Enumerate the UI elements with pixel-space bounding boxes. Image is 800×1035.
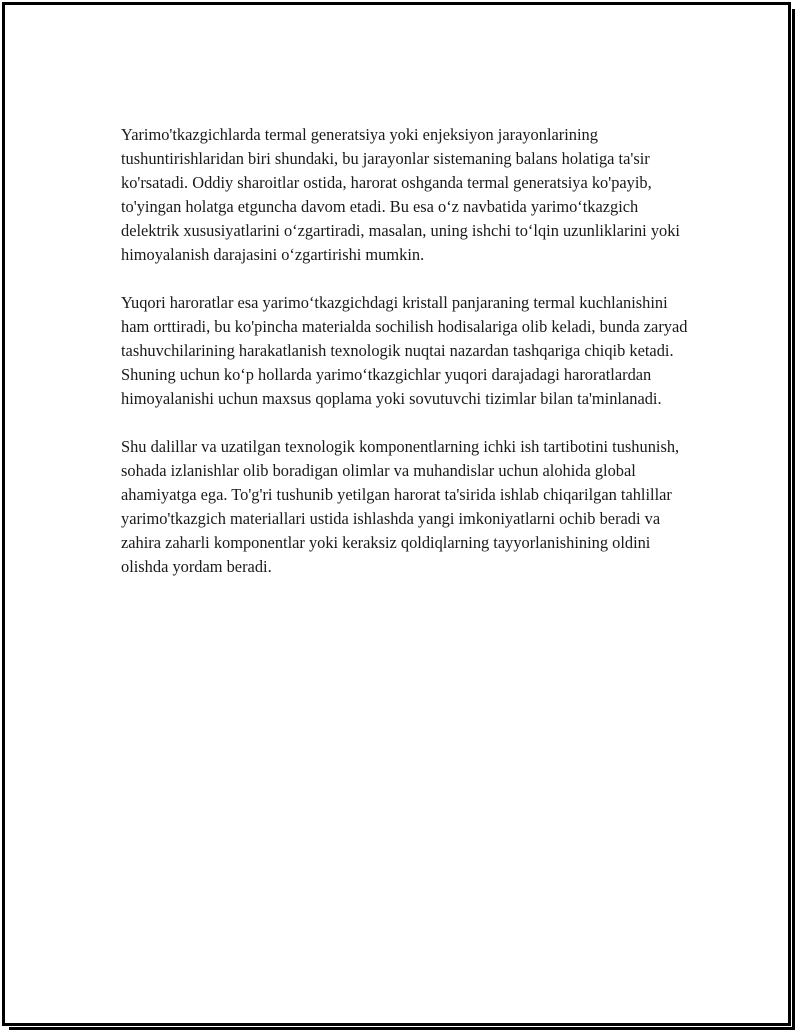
paragraph-3: Shu dalillar va uzatilgan texnologik komponentlarning ichki ish tartibotini tushunish, sohada izlanishlar olib boradigan olimlar va muhandislar uchun alohida global ahamiyatga ega. To'g'ri tushunib yetilgan harorat ta'sirida ishlab chiqarilgan tahlillar yarimo'tkazgich materiallari ustida ishlashda yangi imkoniyatlarni ochib beradi va zahira zaharli komponentlar yoki keraksiz qoldiqlarning tayyorlanishining oldini olishda yordam beradi. xyxy=(121,437,680,576)
paragraph-1: Yarimo'tkazgichlarda termal generatsiya yoki enjeksiyon jarayonlarining tushuntirishlaridan biri shundaki, bu jarayonlar sistemaning balans holatiga ta'sir ko'rsatadi. Oddiy sharoitlar ostida, harorat oshganda termal generatsiya ko'payib, to'yingan holatga etguncha davom etadi. Bu esa o‘z navbatida yarimo‘tkazgich delektrik xususiyatlarini o‘zgartiradi, masalan, uning ishchi to‘lqin uzunliklarini yoki himoyalanish darajasini o‘zgartirishi mumkin. xyxy=(121,125,680,264)
document-page xyxy=(2,2,791,1026)
document-body xyxy=(121,123,691,603)
paragraph-2: Yuqori haroratlar esa yarimo‘tkazgichdagi kristall panjaraning termal kuchlanishini ham orttiradi, bu ko'pincha materialda sochilish hodisalariga olib keladi, bunda zaryad tashuvchilarining harakatlanish texnologik nuqtai nazardan tashqariga chiqib ketadi. Shuning uchun ko‘p hollarda yarimo‘tkazgichlar yuqori darajadagi haroratlardan himoyalanishi uchun maxsus qoplama yoki sovutuvchi tizimlar bilan ta'minlanadi. xyxy=(121,293,688,408)
